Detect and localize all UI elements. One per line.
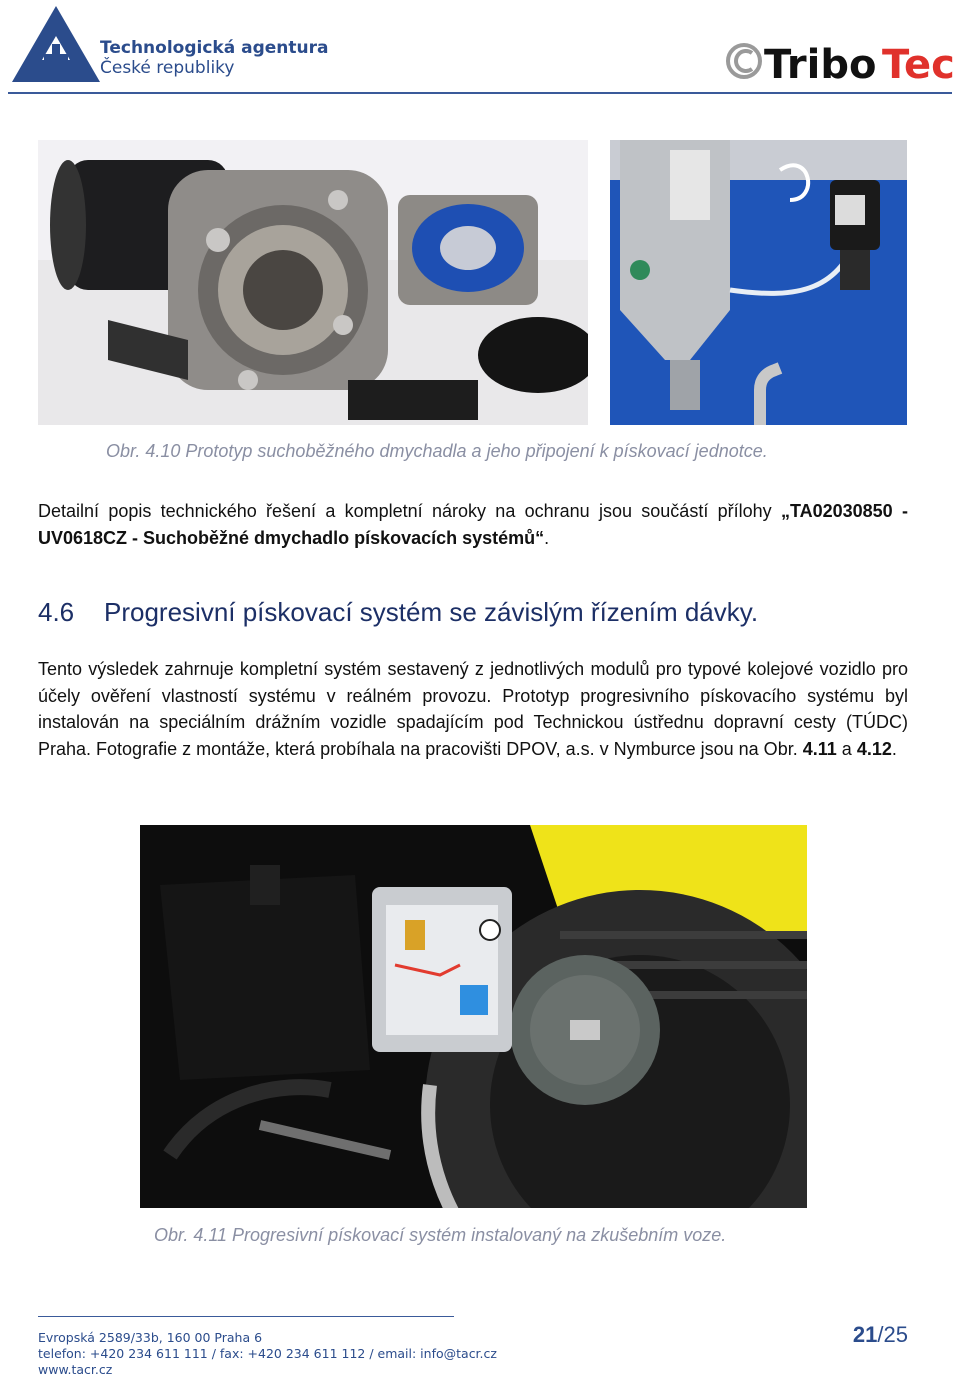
- section-title: Progresivní pískovací systém se závislým řízením dávky.: [104, 597, 759, 627]
- result-text: Tento výsledek zahrnuje kompletní systém sestavený z jednotlivých modulů pro typové kolejové vozidlo pro účely ověření vlastností systému v reálném provozu. Prototyp progresivního pískovacího systému byl instalován na speciálním drážním vozidle spadajícím pod Technickou ústřednu dopravní cesty (TÚDC) Praha. Fotografie z montáže, která probíhala na pracovišti DPOV, a.s. v Nymburce jsou na Obr.: [38, 659, 908, 759]
- section-number: 4.6: [38, 597, 75, 627]
- attachment-title: „TA02030850 - UV0618CZ - Suchoběžné dmychadlo pískovacích systémů“: [38, 501, 908, 548]
- tacr-name-line2: České republiky: [100, 58, 235, 78]
- tribotec-logo: [724, 38, 954, 84]
- attachment-paragraph: [38, 498, 908, 551]
- figure-4-10-caption: Obr. 4.10 Prototyp suchoběžného dmychadla a jeho připojení k pískovací jednotce.: [106, 441, 768, 461]
- train-installation-photo: [140, 825, 807, 1208]
- footer-address: Evropská 2589/33b, 160 00 Praha 6: [38, 1330, 263, 1345]
- footer-phone-email: telefon: +420 234 611 111 / fax: +420 234 611 112 / email: info@tacr.cz: [38, 1346, 497, 1361]
- section-heading: [38, 596, 758, 628]
- attachment-tail: .: [544, 527, 550, 548]
- figure-4-11-caption: Obr. 4.11 Progresivní pískovací systém instalovaný na zkušebním voze.: [154, 1225, 727, 1245]
- footer-divider: [38, 1316, 454, 1317]
- figure-ref-4-11: 4.11: [802, 738, 837, 759]
- figure-ref-connector: a: [841, 738, 852, 759]
- header-divider: [8, 92, 952, 94]
- page-current: 21: [852, 1322, 878, 1347]
- blower-photo: [38, 140, 588, 425]
- footer-website: www.tacr.cz: [38, 1362, 113, 1377]
- svg-text:Tec: Tec: [882, 42, 954, 84]
- page-total: /25: [877, 1322, 908, 1347]
- footer-contact: [38, 1330, 497, 1378]
- attachment-text: Detailní popis technického řešení a kompletní nároky na ochranu jsou součástí přílohy: [38, 501, 772, 521]
- result-paragraph: [38, 656, 908, 762]
- result-tail: .: [891, 738, 897, 759]
- tacr-wordmark: [100, 38, 328, 78]
- svg-text:Tribo: Tribo: [764, 42, 877, 84]
- page-number: [853, 1322, 908, 1348]
- tacr-name-line1: Technologická agentura: [100, 38, 329, 58]
- panel-photo: [610, 140, 907, 425]
- tacr-triangle-icon: [8, 4, 104, 84]
- figure-ref-4-12: 4.12: [856, 738, 892, 759]
